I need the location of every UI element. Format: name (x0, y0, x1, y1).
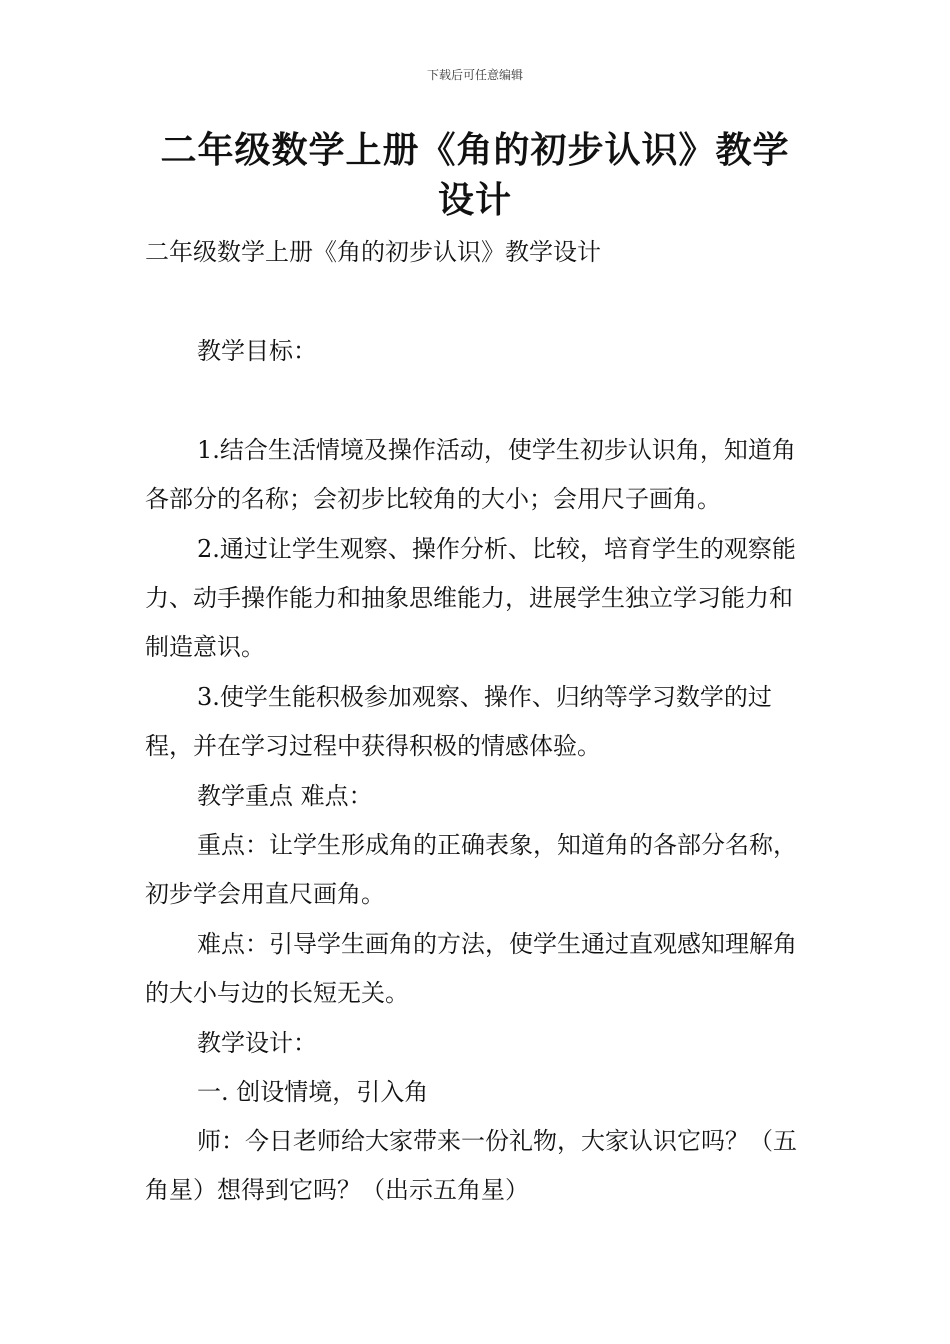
objective-3: 3.使学生能积极参加观察、操作、归纳等学习数学的过程，并在学习过程中获得积极的情感体验。 (145, 683, 772, 760)
key-points-heading: 教学重点 难点： (197, 782, 373, 810)
document-subtitle: 二年级数学上册《角的初步认识》教学设计 (145, 238, 601, 266)
key-point: 重点：让学生形成角的正确表象，知道角的各部分名称，初步学会用直尺画角。 (145, 831, 797, 908)
design-heading: 教学设计： (197, 1029, 317, 1057)
document-title: 二年级数学上册《角的初步认识》教学设计 (160, 130, 790, 221)
objective-2: 2.通过让学生观察、操作分析、比较，培育学生的观察能力、动手操作能力和抽象思维能力，进展学生独立学习能力和制造意识。 (145, 535, 796, 661)
objective-1: 1.结合生活情境及操作活动，使学生初步认识角，知道角各部分的名称；会初步比较角的大小；会用尺子画角。 (145, 436, 796, 513)
section-1-heading: 一. 创设情境，引入角 (197, 1078, 429, 1106)
header-note: 下载后可任意编辑 (426, 68, 523, 82)
objectives-heading: 教学目标： (197, 337, 317, 365)
difficulty: 难点：引导学生画角的方法，使学生通过直观感知理解角的大小与边的长短无关。 (145, 930, 797, 1007)
teacher-line: 师：今日老师给大家带来一份礼物，大家认识它吗？（五角星）想得到它吗？（出示五角星） (145, 1127, 797, 1204)
